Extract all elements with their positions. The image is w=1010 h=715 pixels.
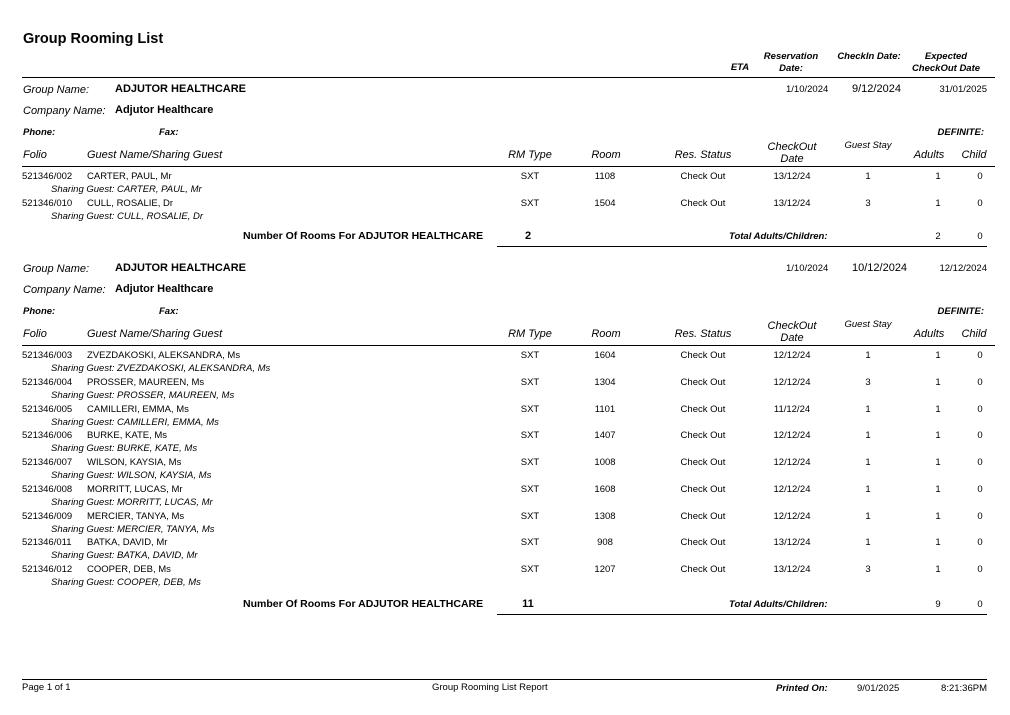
guest-name-cell: COOPER, DEB, Ms: [87, 564, 171, 575]
page-number: Page 1 of 1: [22, 682, 71, 693]
folio-cell: 521346/006: [22, 430, 73, 442]
adults-cell: 1: [935, 350, 941, 361]
checkin-date-value: 10/12/2024: [852, 262, 908, 274]
checkout-date-cell: 13/12/24: [773, 564, 811, 575]
header-checkin-date: CheckIn Date:: [837, 51, 901, 62]
group-name-value: ADJUTOR HEALTHCARE: [115, 83, 246, 95]
adults-cell: 1: [935, 564, 941, 575]
room-cell: 1304: [594, 376, 616, 388]
header-divider: [22, 77, 995, 78]
rooms-total-value: 11: [522, 598, 534, 610]
phone-label: Phone:: [23, 127, 56, 138]
company-name-label: Company Name:: [23, 105, 106, 117]
rm-type-cell: SXT: [520, 350, 540, 361]
child-cell: 0: [977, 171, 983, 182]
checkout-date-cell: 13/12/24: [773, 171, 811, 182]
header-eta: ETA: [730, 62, 750, 73]
folio-cell: 521346/010: [22, 197, 73, 209]
sharing-guest-cell: Sharing Guest: BURKE, KATE, Ms: [51, 443, 198, 455]
guest-stay-cell: 1: [865, 430, 871, 442]
adults-cell: 1: [935, 510, 941, 522]
folio-cell: 521346/004: [22, 376, 73, 388]
folio-cell: 521346/007: [22, 457, 73, 468]
rm-type-cell: SXT: [520, 483, 540, 495]
rooms-total-label: Number Of Rooms For ADJUTOR HEALTHCARE: [243, 598, 484, 610]
column-folio: Folio: [23, 328, 47, 340]
rm-type-cell: SXT: [520, 376, 540, 388]
res-status-cell: Check Out: [680, 510, 726, 522]
column-adults: Adults: [913, 328, 945, 340]
printed-time: 8:21:36PM: [941, 683, 987, 694]
room-cell: 1101: [594, 403, 616, 415]
total-children-value: 0: [977, 231, 983, 242]
rm-type-cell: SXT: [520, 510, 540, 522]
guest-name-cell: CARTER, PAUL, Mr: [87, 171, 172, 182]
column-guest-name: Guest Name/Sharing Guest: [87, 328, 223, 340]
child-cell: 0: [977, 483, 983, 495]
folio-cell: 521346/008: [22, 483, 73, 495]
printed-date: 9/01/2025: [857, 683, 900, 694]
phone-label: Phone:: [23, 306, 56, 317]
room-cell: 1308: [594, 510, 616, 522]
fax-label: Fax:: [159, 127, 179, 138]
guest-name-cell: BURKE, KATE, Ms: [87, 430, 168, 442]
column-guest-stay: Guest Stay: [844, 319, 892, 330]
guest-stay-cell: 3: [865, 376, 871, 388]
adults-cell: 1: [935, 376, 941, 388]
rm-type-cell: SXT: [520, 457, 540, 468]
sharing-guest-cell: Sharing Guest: WILSON, KAYSIA, Ms: [51, 470, 212, 481]
guest-name-cell: MORRITT, LUCAS, Mr: [87, 483, 183, 495]
rm-type-cell: SXT: [520, 430, 540, 442]
column-room: Room: [591, 328, 621, 340]
adults-cell: 1: [935, 197, 941, 209]
guest-name-cell: MERCIER, TANYA, Ms: [87, 510, 185, 522]
res-status-cell: Check Out: [680, 376, 726, 388]
child-cell: 0: [977, 376, 983, 388]
room-cell: 1207: [594, 564, 616, 575]
column-child: Child: [961, 149, 987, 161]
expected-checkout-value: 31/01/2025: [939, 84, 987, 95]
column-res-status: Res. Status: [674, 328, 732, 340]
adults-cell: 1: [935, 457, 941, 468]
guest-stay-cell: 1: [865, 457, 871, 468]
column-header-divider: [22, 345, 995, 346]
column-header-divider: [22, 166, 995, 167]
guest-name-cell: PROSSER, MAUREEN, Ms: [87, 376, 205, 388]
checkout-date-cell: 12/12/24: [773, 510, 811, 522]
checkout-date-cell: 12/12/24: [773, 457, 811, 468]
guest-name-cell: CULL, ROSALIE, Dr: [87, 197, 174, 209]
guest-stay-cell: 1: [865, 171, 871, 182]
room-cell: 1504: [594, 197, 616, 209]
group-name-value: ADJUTOR HEALTHCARE: [115, 262, 246, 274]
adults-cell: 1: [935, 537, 941, 549]
checkout-date-cell: 12/12/24: [773, 430, 811, 442]
total-adults-value: 2: [935, 231, 941, 242]
definite-label: DEFINITE:: [937, 306, 984, 317]
column-child: Child: [961, 328, 987, 340]
child-cell: 0: [977, 510, 983, 522]
company-name-label: Company Name:: [23, 284, 106, 296]
group-name-label: Group Name:: [23, 84, 90, 96]
total-adults-children-label: Total Adults/Children:: [729, 599, 828, 610]
rm-type-cell: SXT: [520, 403, 540, 415]
guest-stay-cell: 1: [865, 510, 871, 522]
child-cell: 0: [977, 537, 983, 549]
report-title: Group Rooming List: [23, 31, 164, 47]
column-checkout-date: CheckOut Date: [767, 141, 817, 165]
folio-cell: 521346/009: [22, 510, 73, 522]
res-status-cell: Check Out: [680, 403, 726, 415]
checkout-date-cell: 12/12/24: [773, 483, 811, 495]
adults-cell: 1: [935, 171, 941, 182]
room-cell: 1608: [594, 483, 616, 495]
res-status-cell: Check Out: [680, 171, 726, 182]
folio-cell: 521346/002: [22, 171, 73, 182]
rooms-total-value: 2: [524, 230, 532, 242]
column-folio: Folio: [23, 149, 47, 161]
child-cell: 0: [977, 350, 983, 361]
checkout-date-cell: 12/12/24: [773, 376, 811, 388]
column-rm-type: RM Type: [508, 149, 552, 161]
report-name: Group Rooming List Report: [432, 682, 548, 693]
footer-divider: [22, 679, 987, 680]
checkin-date-value: 9/12/2024: [852, 83, 901, 95]
rm-type-cell: SXT: [520, 564, 540, 575]
adults-cell: 1: [935, 430, 941, 442]
reservation-date-value: 1/10/2024: [786, 84, 829, 95]
res-status-cell: Check Out: [680, 350, 726, 361]
checkout-date-cell: 13/12/24: [773, 197, 811, 209]
adults-cell: 1: [935, 403, 941, 415]
child-cell: 0: [977, 457, 983, 468]
room-cell: 1604: [594, 350, 616, 361]
adults-cell: 1: [935, 483, 941, 495]
column-room: Room: [591, 149, 621, 161]
column-checkout-date: CheckOut Date: [767, 320, 817, 344]
column-rm-type: RM Type: [508, 328, 552, 340]
folio-cell: 521346/012: [22, 564, 73, 575]
guest-stay-cell: 3: [865, 564, 871, 575]
column-res-status: Res. Status: [674, 149, 732, 161]
res-status-cell: Check Out: [680, 483, 726, 495]
fax-label: Fax:: [159, 306, 179, 317]
guest-stay-cell: 1: [865, 537, 871, 549]
guest-stay-cell: 1: [865, 403, 871, 415]
printed-on-label: Printed On:: [776, 683, 828, 694]
room-cell: 1407: [594, 430, 616, 442]
group-name-label: Group Name:: [23, 263, 90, 275]
guest-name-cell: CAMILLERI, EMMA, Ms: [87, 403, 189, 415]
total-adults-children-label: Total Adults/Children:: [729, 231, 828, 242]
rm-type-cell: SXT: [520, 171, 540, 182]
folio-cell: 521346/005: [22, 403, 73, 415]
rooms-total-label: Number Of Rooms For ADJUTOR HEALTHCARE: [243, 230, 484, 242]
child-cell: 0: [977, 430, 983, 442]
expected-checkout-value: 12/12/2024: [939, 263, 987, 274]
definite-label: DEFINITE:: [937, 127, 984, 138]
column-adults: Adults: [913, 149, 945, 161]
sharing-guest-cell: Sharing Guest: ZVEZDAKOSKI, ALEKSANDRA, Ms: [51, 363, 271, 374]
totals-divider: [497, 614, 987, 615]
reservation-date-value: 1/10/2024: [786, 263, 829, 274]
sharing-guest-cell: Sharing Guest: PROSSER, MAUREEN, Ms: [51, 389, 235, 401]
guest-stay-cell: 1: [865, 483, 871, 495]
company-name-value: Adjutor Healthcare: [115, 104, 214, 116]
header-reservation-date: Reservation Date:: [763, 51, 819, 74]
sharing-guest-cell: Sharing Guest: MORRITT, LUCAS, Mr: [51, 496, 213, 508]
res-status-cell: Check Out: [680, 430, 726, 442]
sharing-guest-cell: Sharing Guest: COOPER, DEB, Ms: [51, 577, 201, 588]
child-cell: 0: [977, 403, 983, 415]
res-status-cell: Check Out: [680, 564, 726, 575]
column-guest-name: Guest Name/Sharing Guest: [87, 149, 223, 161]
sharing-guest-cell: Sharing Guest: CULL, ROSALIE, Dr: [51, 210, 204, 222]
total-adults-value: 9: [935, 599, 941, 610]
room-cell: 1108: [594, 171, 616, 182]
sharing-guest-cell: Sharing Guest: MERCIER, TANYA, Ms: [51, 523, 215, 535]
folio-cell: 521346/011: [22, 537, 72, 549]
guest-name-cell: WILSON, KAYSIA, Ms: [87, 457, 182, 468]
checkout-date-cell: 11/12/24: [773, 403, 811, 415]
checkout-date-cell: 13/12/24: [773, 537, 811, 549]
rm-type-cell: SXT: [520, 537, 540, 549]
room-cell: 1008: [594, 457, 616, 468]
header-expected-checkout: Expected CheckOut Date: [911, 51, 981, 74]
guest-stay-cell: 3: [865, 197, 871, 209]
guest-name-cell: BATKA, DAVID, Mr: [87, 537, 168, 549]
checkout-date-cell: 12/12/24: [773, 350, 811, 361]
sharing-guest-cell: Sharing Guest: CAMILLERI, EMMA, Ms: [51, 416, 219, 428]
folio-cell: 521346/003: [22, 350, 73, 361]
column-guest-stay: Guest Stay: [844, 140, 892, 151]
room-cell: 908: [597, 537, 613, 549]
rm-type-cell: SXT: [520, 197, 540, 209]
child-cell: 0: [977, 197, 983, 209]
res-status-cell: Check Out: [680, 197, 726, 209]
child-cell: 0: [977, 564, 983, 575]
guest-name-cell: ZVEZDAKOSKI, ALEKSANDRA, Ms: [87, 350, 241, 361]
sharing-guest-cell: Sharing Guest: CARTER, PAUL, Mr: [51, 184, 202, 195]
res-status-cell: Check Out: [680, 537, 726, 549]
totals-divider: [497, 246, 987, 247]
res-status-cell: Check Out: [680, 457, 726, 468]
company-name-value: Adjutor Healthcare: [115, 283, 214, 295]
guest-stay-cell: 1: [865, 350, 871, 361]
total-children-value: 0: [977, 599, 983, 610]
sharing-guest-cell: Sharing Guest: BATKA, DAVID, Mr: [51, 550, 198, 562]
